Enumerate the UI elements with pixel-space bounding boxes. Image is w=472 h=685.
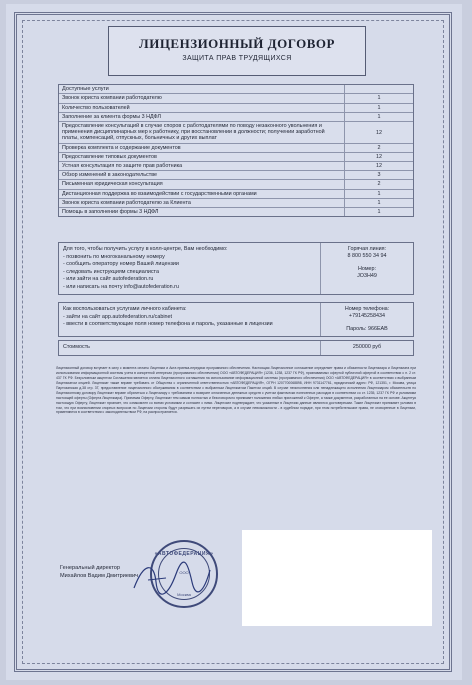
- service-count: 1: [377, 209, 381, 216]
- service-count: 1: [377, 190, 381, 197]
- cabinet-section: [58, 302, 414, 337]
- license-number-value: JO3H49: [357, 272, 377, 279]
- cost-section: [58, 340, 414, 356]
- table-row: [59, 171, 413, 180]
- service-count: 3: [377, 172, 381, 179]
- phone-value: +79145258434: [348, 313, 386, 320]
- service-label: Дистанционная поддержка во взаимодействии с государственными органами: [59, 190, 345, 198]
- redacted-area: [242, 530, 432, 626]
- hotline-label: Горячая линия:: [347, 246, 387, 252]
- document-subtitle: ЗАЩИТА ПРАВ ТРУДЯЩИХСЯ: [182, 55, 292, 62]
- cost-label: Стоимость: [59, 341, 321, 355]
- cabinet-step: - ввести в соответствующие поля номер телефона и пароль, указанные в лицензии: [63, 321, 273, 328]
- hotline-value: 8 800 550 34 94: [347, 253, 387, 260]
- table-row: [59, 113, 413, 122]
- services-header-row: [59, 85, 413, 94]
- stamp-middle-text: ООО: [179, 570, 189, 575]
- service-count: 1: [377, 199, 381, 206]
- stamp-bottom-text: Москва: [177, 592, 191, 597]
- service-count: 12: [376, 163, 382, 170]
- cabinet-intro: Как воспользоваться услугами личного кабинета:: [63, 306, 187, 312]
- callcenter-section: [58, 242, 414, 295]
- service-count: 12: [376, 130, 382, 137]
- service-count: 1: [377, 95, 381, 102]
- callcenter-step: - или написать на почту info@autofederation.ru: [63, 283, 179, 290]
- service-label: Устная консультация по защите прав работника: [59, 162, 345, 170]
- service-count: 1: [377, 113, 381, 120]
- service-count: 1: [377, 104, 381, 111]
- signer-name: Михайлов Вадим Дмитриевич: [60, 573, 139, 580]
- service-count: 12: [376, 153, 382, 160]
- service-label: Проверка комплекта и содержание документов: [59, 144, 345, 152]
- callcenter-details: [321, 243, 413, 294]
- service-count: 2: [377, 181, 381, 188]
- callcenter-step: - позвонить по многоканальному номеру: [63, 253, 165, 260]
- service-label: Предоставление типовых документов: [59, 153, 345, 161]
- table-row: [59, 199, 413, 208]
- service-label: Обзор изменений в законодательстве: [59, 171, 345, 179]
- table-row: [59, 94, 413, 103]
- cost-value: 250000 руб: [352, 344, 382, 350]
- password-label: Пароль:: [346, 325, 367, 332]
- table-row: [59, 153, 413, 162]
- table-row: [59, 104, 413, 113]
- cabinet-step: - зайти на сайт app.autofederation.ru/cabinet: [63, 313, 173, 320]
- signature: [126, 552, 216, 602]
- services-header: Доступные услуги: [59, 85, 345, 93]
- title-box: [108, 26, 366, 76]
- service-label: Заполнение за клиента формы 3 НДФЛ: [59, 113, 345, 121]
- cabinet-details: [321, 303, 413, 336]
- callcenter-intro: Для того, чтобы получить услугу в колл-центре, Вам необходимо:: [63, 246, 228, 252]
- callcenter-step: - сообщить оператору номер Вашей лицензии: [63, 261, 179, 268]
- callcenter-step: - или зайти на сайт autofederation.ru: [63, 276, 154, 283]
- service-label: Звонок юриста компании работодателю: [59, 94, 345, 102]
- service-label: Помощь в заполнении формы 3 НДФЛ: [59, 208, 345, 216]
- password-value: 966EAB: [367, 325, 388, 332]
- service-label: Количество пользователей: [59, 104, 345, 112]
- license-page: [6, 4, 462, 680]
- service-count: 2: [377, 144, 381, 151]
- services-header-count: [345, 85, 413, 93]
- service-label: Предоставление консультаций в случае споров с работодателями по поводу незаконного увольнения и применения дисциплинарных мер к работнику, при восстановлении в должности; получении заработной платы, компенсаций, отпускных, больничных и других выплат: [59, 122, 345, 143]
- callcenter-instructions: [59, 243, 321, 294]
- license-number-label: Номер:: [357, 265, 377, 272]
- services-table: [58, 84, 414, 217]
- table-row: [59, 162, 413, 171]
- stamp-top-text: «АВТОФЕДЕРАЦИЯ»: [154, 551, 214, 557]
- table-row: [59, 190, 413, 199]
- table-row: [59, 208, 413, 216]
- table-row: [59, 122, 413, 144]
- table-row: [59, 180, 413, 189]
- cabinet-instructions: [59, 303, 321, 336]
- legal-text: Лицензионный договор вступает в силу с момента оплаты Лицензии и Акта приема-передачи программного обеспечения. Настоящая Лицензионное соглашение определяет права и обязанности Лицензиара и Лицензиата при использовании информационной системы учета в конкретной интересах (программного обеспечения) ООО «АВТОФЕДЕРАЦИЯ» (1236, 1238, 1237 ГК РФ), признаваемых офертой публичной офертой в соответствии с п. 2 ст. 437 ГК РФ. Безусловным акцептом Соглашения является оплата Лицензионного соглашения на использование информационной системы (программного обеспечения) ООО «АВТОФЕДЕРАЦИЯ» в соответствии с выбранным Лицензиатом опцией. Лицензиат также вправе требовать от Общества с ограниченной ответственностью «АВТОФЕДЕРАЦИЯ», ОГРН 1207700068898, ИНН 9731147761, юридический адрес: РФ, 121351, г. Москва, улица Партизанская д.38 стр. 3Т, предоставление лицензионного обслуживания в соответствии с выбранным Лицензиатом Пакетом опций. В случае неисполнения или ненадлежащего исполнения Лицензиаром обязательств по Лицензионному договору Лицензиат вправе обратиться к Лицензиару с требованием о возврате оплаченных денежных средств с учетом фактически понесенных расходов в соответствии со ст. 1235, 1237 ГК РФ и условиями настоящей оферты (Оферта Лицензиара). Принимая Оферту, Лицензиат тем самым полностью и безоговорочно принимает положения любых приложений к Оферте, а также документов, разработанных на ее основе. Акцептуя настоящую Оферту, Лицензиат признает, что ознакомлен со всеми условиями и согласен с ними. Лицензиат подтверждает, что указанные в Лицензии данные являются достоверными. Такие Лицензиат принимает условия в том, что при возникновении спорных вопросов по Лицензии стороны будут разрешать их путем переговоров, а в случае невозможности - в судебном порядке, при этом потребительские права, не оговоренные в Лицензии, применяются в соответствии с законодательством РФ, на распространяется.: [56, 366, 416, 415]
- table-row: [59, 144, 413, 153]
- phone-label: Номер телефона:: [344, 306, 390, 312]
- callcenter-step: - следовать инструкциям специалиста: [63, 268, 159, 275]
- service-label: Письменная юридическая консультация: [59, 180, 345, 188]
- document-title: ЛИЦЕНЗИОННЫЙ ДОГОВОР: [139, 36, 335, 51]
- service-label: Звонок юриста компании работодателю за Клиента: [59, 199, 345, 207]
- signer-position: Генеральный директор: [60, 565, 120, 571]
